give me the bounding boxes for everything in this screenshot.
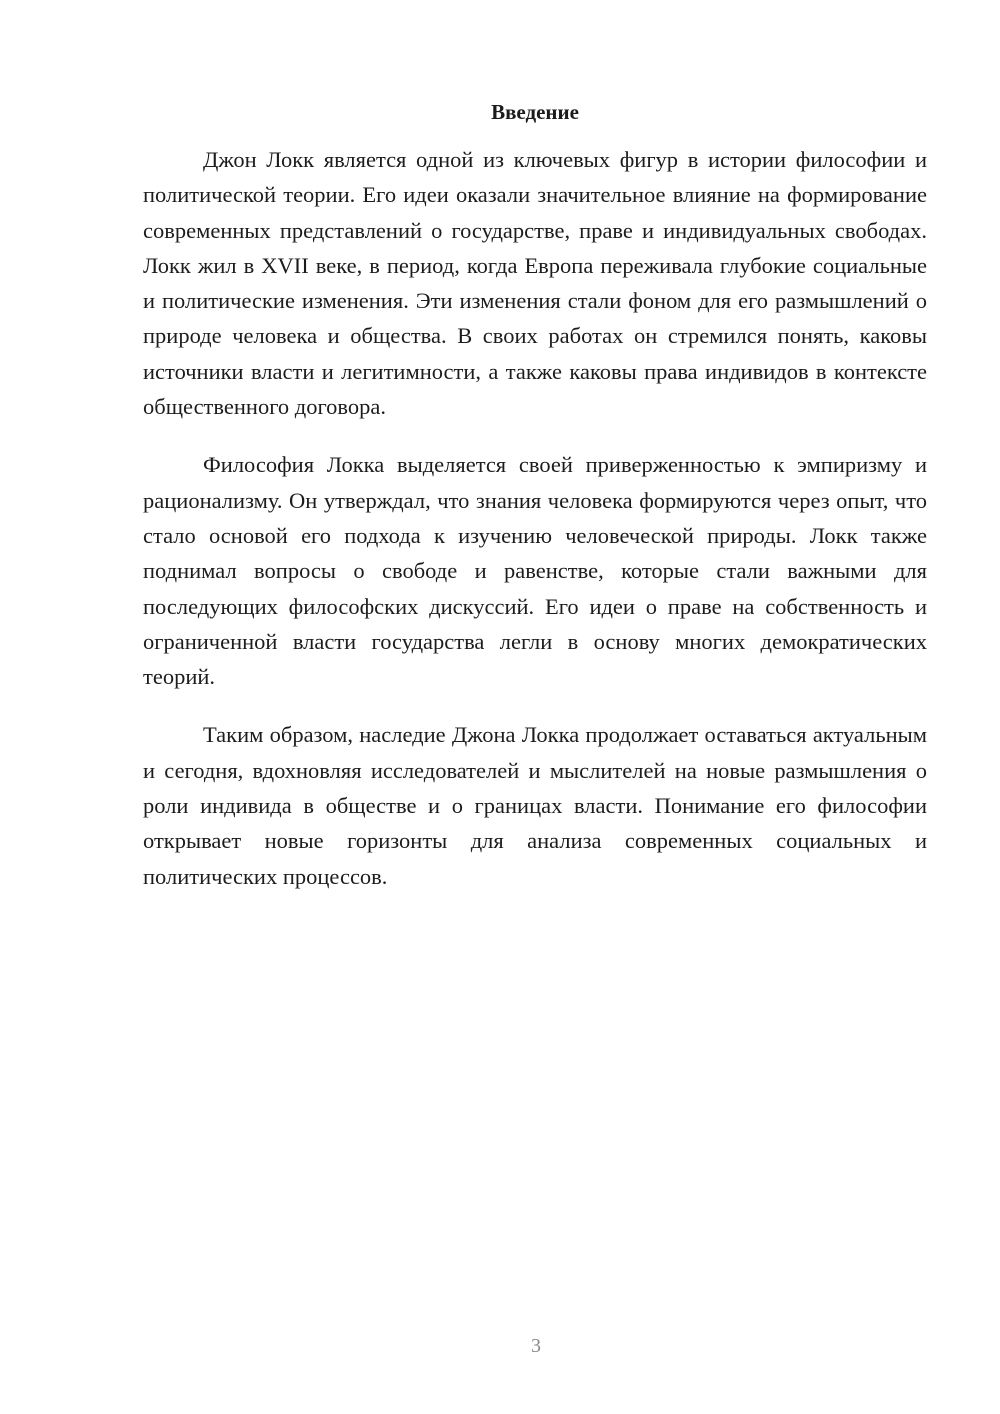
- page-number: 3: [531, 1335, 541, 1357]
- paragraph-1: Джон Локк является одной из ключевых фигур в истории философии и политической теории. Его идеи оказали значительное влияние на формирование современных представлений о государстве, праве и индивидуальных свободах. Локк жил в XVII веке, в период, когда Европа переживала глубокие социальные и политические изменения. Эти изменения стали фоном для его размышлений о природе человека и общества. В своих работах он стремился понять, каковы источники власти и легитимности, а также каковы права индивидов в контексте общественного договора.: [143, 147, 927, 420]
- section-heading: Введение: [491, 100, 579, 124]
- body-text: [143, 142, 927, 917]
- paragraph-2: Философия Локка выделяется своей приверженностью к эмпиризму и рационализму. Он утверждал, что знания человека формируются через опыт, что стало основой его подхода к изучению человеческой природы. Локк также поднимал вопросы о свободе и равенстве, которые стали важными для последующих философских дискуссий. Его идеи о праве на собственность и ограниченной власти государства легли в основу многих демократических теорий.: [143, 452, 927, 690]
- paragraph-3: Таким образом, наследие Джона Локка продолжает оставаться актуальным и сегодня, вдохновляя исследователей и мыслителей на новые размышления о роли индивида в обществе и о границах власти. Понимание его философии открывает новые горизонты для анализа современных социальных и политических процессов.: [143, 722, 927, 889]
